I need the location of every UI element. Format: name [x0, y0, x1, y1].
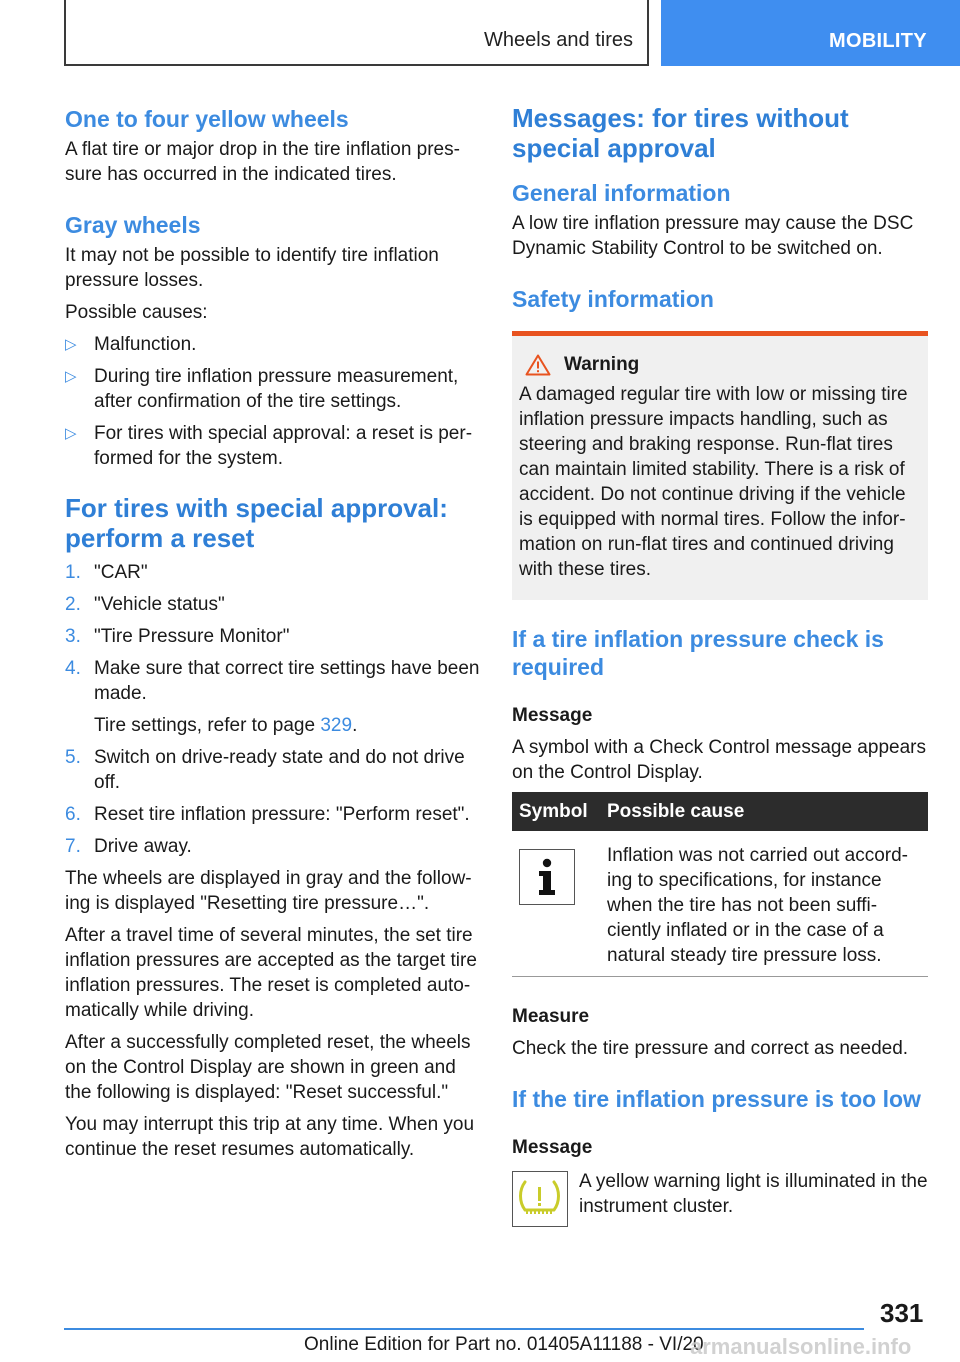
- table-header-symbol: Symbol: [512, 792, 600, 831]
- list-item: 4. Make sure that correct tire settings have been made. Tire settings, refer to page 329.: [65, 658, 480, 736]
- reset-paragraph-1: The wheels are displayed in gray and the following is displayed "Resetting tire pressure…".: [65, 868, 472, 914]
- reset-paragraph-3: After a successfully completed reset, the wheels on the Control Display are shown in green and the following is displayed: "Reset successful.": [65, 1032, 471, 1103]
- low-pressure-heading: If the tire inflation pressure is too low: [512, 1086, 921, 1112]
- reset-paragraph-4: You may interrupt this trip at any time. When you continue the reset resumes automatically.: [65, 1114, 475, 1160]
- yellow-wheels-heading: One to four yellow wheels: [65, 106, 349, 132]
- info-icon: [519, 849, 575, 905]
- list-item: 3. "Tire Pressure Monitor": [65, 626, 290, 647]
- gray-wheels-heading: Gray wheels: [65, 212, 201, 238]
- yellow-wheels-text: A flat tire or major drop in the tire inflation pressure has occurred in the indicated tires.: [65, 139, 460, 185]
- table-row: [512, 831, 928, 977]
- chapter-tab-label: MOBILITY: [829, 30, 927, 52]
- warning-triangle-icon: [525, 354, 551, 376]
- list-item: ▷ Malfunction.: [65, 334, 197, 355]
- reset-paragraph-2: After a travel time of several minutes, the set tire inflation pressures are accepted as the target tire inflation pressures. The reset is completed automatically while driving.: [65, 925, 477, 1021]
- edition-text: Online Edition for Part no. 01405A11188 - VI/20: [304, 1334, 704, 1355]
- message-label: Message: [512, 705, 593, 726]
- tire-pressure-warning-icon: [512, 1171, 568, 1227]
- left-column: [65, 100, 480, 1162]
- gray-wheels-text: It may not be possible to identify tire inflation pressure losses.: [65, 245, 439, 291]
- measure-label: Measure: [512, 1006, 590, 1027]
- watermark: armanualsonline.info: [690, 1334, 912, 1359]
- message-text: A symbol with a Check Control message appears on the Control Display.: [512, 737, 926, 783]
- list-item: ▷ For tires with special approval: a reset is performed for the system.: [65, 423, 473, 469]
- causes-list: [65, 332, 480, 471]
- list-item: 2. "Vehicle status": [65, 594, 225, 615]
- low-message-text: A yellow warning light is illuminated in the instrument cluster.: [579, 1171, 928, 1217]
- chapter-tab[interactable]: [661, 0, 960, 66]
- triangle-bullet-icon: ▷: [65, 368, 77, 385]
- footer-rule: [64, 1328, 864, 1330]
- warning-title: Warning: [564, 354, 640, 375]
- step-note: Tire settings, refer to page 329.: [94, 715, 358, 736]
- messages-title: Messages: for tires without special approval: [512, 103, 849, 163]
- page-reference-link[interactable]: 329: [320, 715, 353, 736]
- triangle-bullet-icon: ▷: [65, 425, 77, 442]
- general-info-heading: General information: [512, 180, 731, 206]
- list-item: 6. Reset tire inflation pressure: "Perform reset".: [65, 804, 470, 825]
- low-message-row: [512, 1171, 928, 1227]
- message-label-low: Message: [512, 1137, 593, 1158]
- triangle-bullet-icon: ▷: [65, 336, 77, 353]
- list-item: 5. Switch on drive-ready state and do not drive off.: [65, 747, 465, 793]
- check-heading: If a tire inflation pressure check is required: [512, 626, 884, 680]
- warning-title-row: [519, 354, 921, 376]
- table-cause-cell: Inflation was not carried out according to specifications, for instance when the tire has not been sufficiently inflated or in the case of a natural steady tire pressure loss.: [600, 831, 928, 977]
- reset-steps: [65, 560, 480, 859]
- general-info-text: A low tire inflation pressure may cause the DSC Dynamic Stability Control to be switched on.: [512, 213, 914, 259]
- warning-box: [512, 331, 928, 600]
- warning-text: A damaged regular tire with low or missing tire inflation pressure impacts handling, such as steering and braking response. Run-flat tires can maintain limited stability. There is a risk of accident. Do not continue driving if the vehicle is equipped with normal tires. Follow the information on run-flat tires and continued driving with these tires.: [519, 384, 908, 580]
- page-number: 331: [880, 1298, 924, 1328]
- section-title: Wheels and tires: [484, 29, 633, 51]
- reset-heading: For tires with special approval: perform a reset: [65, 493, 448, 553]
- table-header-row: [512, 792, 928, 831]
- table-header-cause: Possible cause: [600, 792, 928, 831]
- list-item: 1. "CAR": [65, 562, 148, 583]
- list-item: ▷ During tire inflation pressure measurement, after confirmation of the tire settings.: [65, 366, 459, 412]
- safety-info-heading: Safety information: [512, 286, 714, 312]
- right-column: [512, 100, 928, 1227]
- list-item: 7. Drive away.: [65, 836, 192, 857]
- possible-causes-label: Possible causes:: [65, 302, 208, 323]
- header-box: [64, 0, 649, 66]
- measure-text: Check the tire pressure and correct as needed.: [512, 1038, 909, 1059]
- symbol-table: [512, 792, 928, 977]
